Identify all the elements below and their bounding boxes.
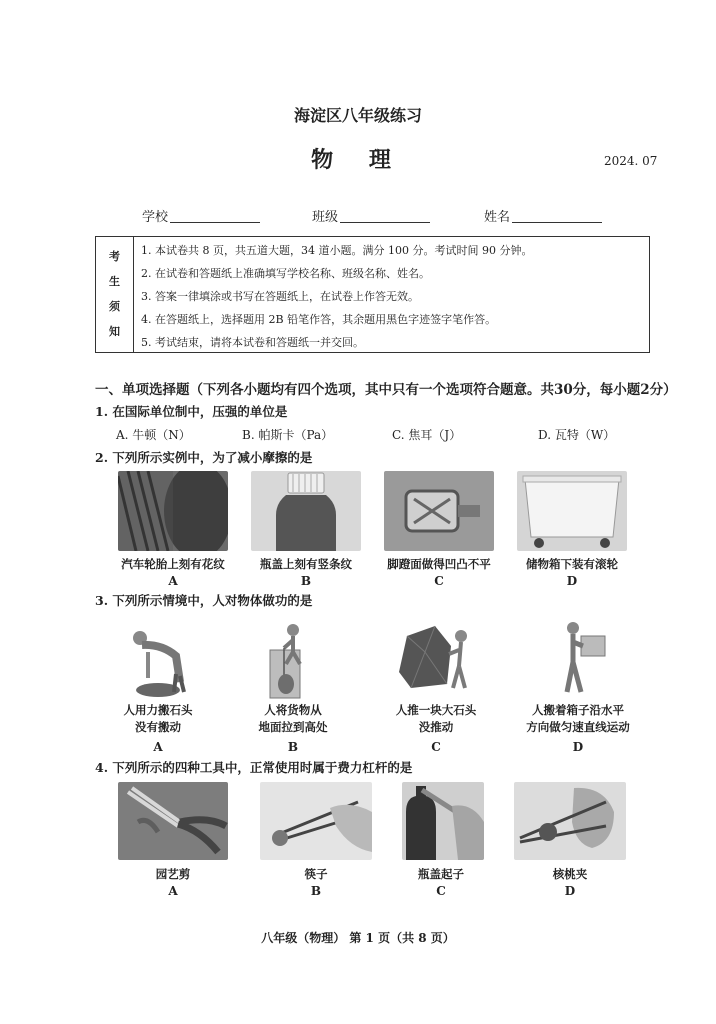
- question-1-stem: 1. 在国际单位制中，压强的单位是: [95, 404, 288, 419]
- q3-letter-a[interactable]: A: [153, 740, 163, 754]
- exam-title: 海淀区八年级练习: [293, 106, 422, 125]
- q4-image-garden-shears[interactable]: [118, 782, 228, 860]
- q2-letter-d[interactable]: D: [566, 574, 578, 588]
- q2-image-pedal[interactable]: [384, 471, 494, 551]
- school-label: 学校: [142, 210, 169, 225]
- section-title: 一、单项选择题（下列各小题均有四个选项，其中只有一个选项符合题意。共30分，每小题2分）: [95, 382, 677, 398]
- school-blank[interactable]: [170, 222, 260, 223]
- q4-image-nutcracker[interactable]: [514, 782, 626, 860]
- q3-caption-d: 人搬着箱子沿水平 方向做匀速直线运动: [526, 703, 630, 734]
- q3-image-push-rock[interactable]: [395, 622, 475, 694]
- notice-item-2: 2. 在试卷和答题纸上准确填写学校名称、班级名称、姓名。: [141, 267, 430, 280]
- notice-item-5: 5. 考试结束，请将本试卷和答题纸一并交回。: [141, 336, 364, 349]
- q2-caption-d: 储物箱下装有滚轮: [526, 557, 618, 571]
- q4-image-bottle-opener[interactable]: [402, 782, 484, 860]
- q3-letter-b[interactable]: B: [287, 740, 299, 754]
- q1-option-c[interactable]: C. 焦耳（J）: [392, 428, 462, 442]
- q4-letter-d[interactable]: D: [564, 884, 576, 898]
- q2-caption-c: 脚蹬面做得凹凸不平: [387, 557, 491, 571]
- q1-option-a[interactable]: A. 牛顿（N）: [116, 428, 191, 442]
- q4-letter-b[interactable]: B: [310, 884, 322, 898]
- q3-letter-d[interactable]: D: [572, 740, 584, 754]
- q4-letter-a[interactable]: A: [168, 884, 178, 898]
- class-field[interactable]: [312, 206, 430, 225]
- q2-image-tire[interactable]: [118, 471, 228, 551]
- name-label: 姓名: [484, 210, 511, 225]
- question-4-stem: 4. 下列所示的四种工具中，正常使用时属于费力杠杆的是: [95, 760, 413, 775]
- question-2-stem: 2. 下列所示实例中，为了减小摩擦的是: [95, 450, 313, 465]
- q3-caption-c: 人推一块大石头 没推动: [395, 703, 477, 734]
- q2-letter-a[interactable]: A: [168, 574, 178, 588]
- q4-caption-a: 园艺剪: [155, 867, 191, 881]
- notice-item-4: 4. 在答题纸上，选择题用 2B 铅笔作答，其余题用黑色字迹签字笔作答。: [141, 313, 497, 326]
- exam-date: 2024. 07: [604, 154, 658, 168]
- notice-item-1: 1. 本试卷共 8 页，共五道大题，34 道小题。满分 100 分。考试时间 90 分钟。: [141, 244, 533, 257]
- class-blank[interactable]: [340, 222, 430, 223]
- q2-caption-b: 瓶盖上刻有竖条纹: [260, 557, 352, 571]
- q3-caption-a: 人用力搬石头 没有搬动: [123, 703, 193, 734]
- q4-caption-c: 瓶盖起子: [418, 867, 464, 881]
- exam-notice-box: [95, 236, 650, 353]
- subject-title: 物 理: [311, 147, 405, 173]
- class-label: 班级: [312, 210, 339, 225]
- q4-caption-d: 核桃夹: [552, 867, 588, 881]
- q4-caption-b: 筷子: [304, 867, 328, 881]
- q2-letter-b[interactable]: B: [300, 574, 312, 588]
- q3-image-carry-box[interactable]: [555, 618, 615, 698]
- page-footer: 八年级（物理） 第 1 页（共 8 页）: [261, 931, 455, 945]
- q2-caption-a: 汽车轮胎上刻有花纹: [121, 557, 225, 571]
- q2-image-bottle[interactable]: [251, 471, 361, 551]
- q2-image-storage-box[interactable]: [517, 471, 627, 551]
- question-3-stem: 3. 下列所示情境中，人对物体做功的是: [95, 593, 313, 608]
- q4-image-chopsticks[interactable]: [260, 782, 372, 860]
- school-field[interactable]: [142, 206, 260, 225]
- q4-letter-c[interactable]: C: [436, 884, 446, 898]
- q2-letter-c[interactable]: C: [434, 574, 444, 588]
- name-blank[interactable]: [512, 222, 602, 223]
- q3-image-pull-cargo[interactable]: [258, 620, 328, 700]
- q3-letter-c[interactable]: C: [431, 740, 441, 754]
- q3-caption-b: 人将货物从 地面拉到高处: [258, 703, 328, 734]
- q1-option-b[interactable]: B. 帕斯卡（Pa）: [242, 428, 334, 442]
- notice-item-3: 3. 答案一律填涂或书写在答题纸上，在试卷上作答无效。: [141, 290, 419, 303]
- name-field[interactable]: [484, 206, 602, 225]
- notice-side-label: 考 生 须 知: [96, 237, 134, 352]
- q3-image-lift-stone[interactable]: [118, 618, 198, 698]
- q1-option-d[interactable]: D. 瓦特（W）: [538, 428, 616, 442]
